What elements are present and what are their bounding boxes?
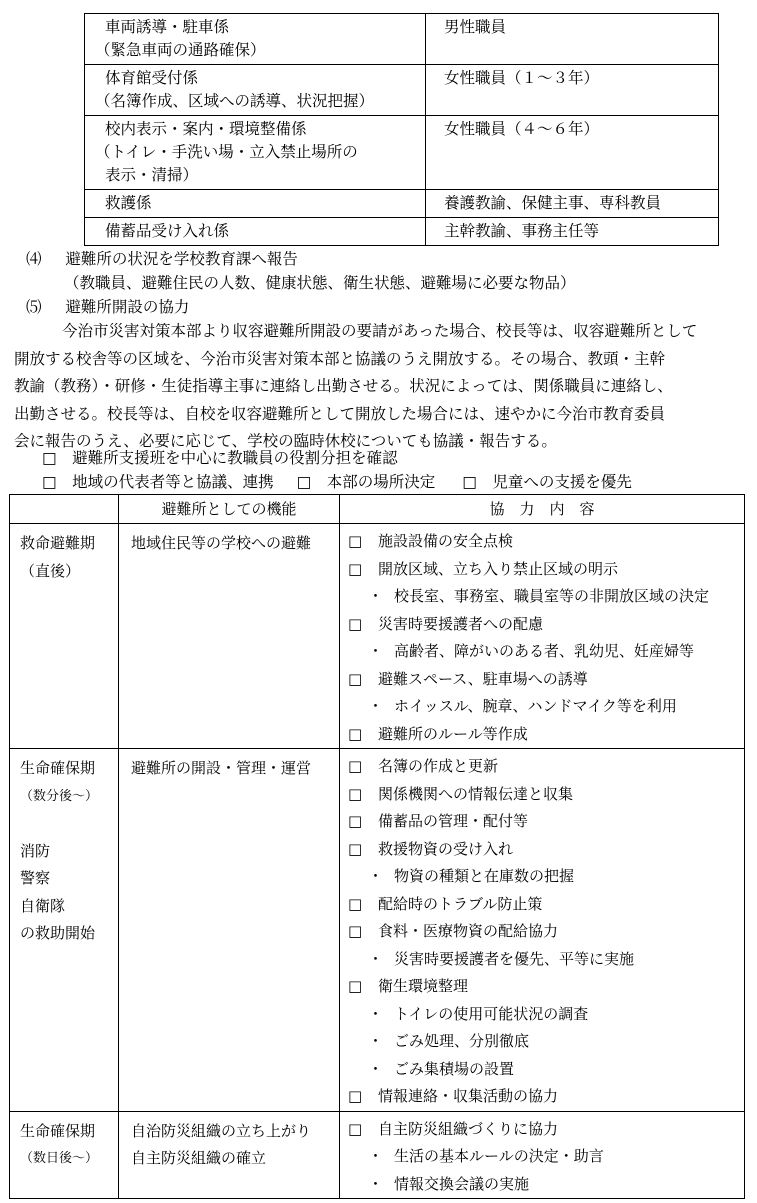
checkbox-icon: □ (348, 894, 363, 913)
role-text: 備蓄品受け入れ係 (105, 222, 230, 240)
sub-item (348, 946, 744, 974)
assignee-text: 養護教諭、保健主事、専科教員 (444, 194, 662, 212)
checklist-item (348, 556, 744, 584)
checkbox-icon: □ (348, 812, 363, 830)
function-cell (119, 1111, 340, 1199)
checklist-item (348, 836, 744, 864)
cooperation-cell (340, 749, 745, 1112)
role-text: 校内表示・案内・環境整備係 (105, 120, 307, 138)
function-text: 自主防災組織の確立 (131, 1149, 267, 1167)
checkbox-icon: □ (348, 532, 363, 550)
phase-text: の救助開始 (20, 924, 96, 942)
role-cell (85, 218, 426, 246)
role-text: （名簿作成、区域への誘導、状況把握） (95, 92, 375, 110)
item-text: ごみ集積場の設置 (394, 1059, 515, 1078)
roles-row (85, 218, 719, 246)
phase-cell (10, 524, 119, 749)
phase-cell (10, 749, 119, 1112)
item-text: ホイッスル、腕章、ハンドマイク等を利用 (394, 697, 677, 715)
item-text: 名簿の作成と更新 (378, 757, 499, 775)
sub-item (348, 1028, 744, 1056)
function-text: 地域住民等の学校への避難 (131, 534, 312, 552)
spacer (20, 810, 118, 838)
item-text: 開放区域、立ち入り禁止区域の明示 (378, 559, 619, 578)
checklist-item (348, 781, 744, 809)
section-5-number: ⑸ (26, 298, 42, 316)
phase-table (9, 494, 745, 1199)
item-text: 施設設備の安全点検 (378, 532, 514, 550)
sub-item (348, 1171, 744, 1199)
role-text: 体育館受付係 (105, 69, 199, 87)
checklist-item (348, 918, 744, 946)
section-4-detail: （教職員、避難住民の人数、健康状態、衛生状態、避難場に必要な物品） (64, 274, 576, 292)
roles-table (84, 13, 719, 246)
item-text: 救援物資の受け入れ (378, 839, 514, 858)
item-text: 自主防災組織づくりに協力 (378, 1119, 559, 1138)
roles-row (85, 116, 719, 190)
bullet-mark: ・ (368, 949, 384, 968)
assignee-cell (426, 116, 719, 190)
roles-row (85, 14, 719, 65)
section-5-title: 避難所開設の協力 (65, 298, 190, 316)
section-4-heading (26, 247, 298, 271)
role-cell (85, 190, 426, 218)
phase-text: 救命避難期 (20, 534, 96, 552)
phase-text: （直後） (20, 561, 81, 580)
assignee-cell (426, 14, 719, 65)
paragraph-line: 今治市災害対策本部より収容避難所開設の要請があった場合、校長等は、収容避難所として (62, 322, 698, 340)
sub-item (348, 693, 744, 721)
item-text: 避難所のルール等作成 (378, 724, 528, 743)
bullet-mark: ・ (368, 642, 384, 660)
item-text: 災害時要援護者を優先、平等に実施 (394, 949, 635, 968)
paragraph-line: 教諭（教務）・研修・生徒指導主事に連絡し出勤させる。状況によっては、関係職員に連絡し、 (14, 377, 673, 395)
sub-item (348, 583, 744, 611)
item-text: 生活の基本ルールの決定・助言 (394, 1147, 604, 1165)
item-text: 避難スペース、駐車場への誘導 (378, 669, 588, 688)
assignee-cell (426, 218, 719, 246)
cooperation-cell (340, 524, 745, 749)
header-cell (10, 495, 119, 524)
checklist-item (348, 528, 744, 556)
checklist-item (348, 721, 744, 749)
section-5-heading (26, 295, 189, 319)
roles-row (85, 190, 719, 218)
section-4-number: ⑷ (26, 250, 42, 268)
checkbox-icon: □ (348, 977, 363, 995)
function-text: 自治防災組織の立ち上がり (131, 1121, 312, 1140)
role-text: （緊急車両の通路確保） (95, 41, 266, 59)
item-text: 関係機関への情報伝達と収集 (378, 784, 574, 803)
cooperation-cell (340, 1111, 745, 1199)
item-text: 配給時のトラブル防止策 (378, 894, 543, 913)
item-text: 情報交換会議の実施 (394, 1174, 530, 1193)
role-text: 表示・清掃） (105, 166, 199, 184)
phase-text: 自衛隊 (20, 896, 66, 915)
assignee-cell (426, 65, 719, 116)
checklist-item (348, 1116, 744, 1144)
checkbox-icon: □ (348, 757, 363, 775)
checklist-item (348, 611, 744, 639)
header-cell: 協 力 内 容 (340, 495, 745, 524)
checklist-item: □ 地域の代表者等と協議、連携 (42, 473, 274, 491)
checklist-item (348, 973, 744, 1001)
checkbox-icon: □ (348, 922, 363, 940)
assignee-text: 女性職員（１～３年） (444, 69, 600, 87)
checklist-item: □ 避難所支援班を中心に教職員の役割分担を確認 (42, 449, 398, 467)
checkbox-icon: □ (348, 669, 363, 688)
checklist-item (348, 808, 744, 836)
phase-text: 消防 (20, 841, 51, 860)
checkbox-icon: □ (348, 724, 363, 743)
item-text: 食料・医療物資の配給協力 (378, 922, 559, 940)
function-cell (119, 524, 340, 749)
phase-text: （数日後～） (20, 1151, 99, 1166)
section-4-title: 避難所の状況を学校教育課へ報告 (65, 250, 298, 268)
bullet-mark: ・ (368, 1147, 384, 1165)
bullet-mark: ・ (368, 1032, 384, 1050)
item-text: 高齢者、障がいのある者、乳幼児、妊産婦等 (394, 642, 695, 660)
paragraph-line: 会に報告のうえ、必要に応じて、学校の臨時休校についても協議・報告する。 (14, 432, 557, 450)
bullet-mark: ・ (368, 867, 384, 885)
header-cell: 避難所としての機能 (119, 495, 340, 524)
role-cell (85, 65, 426, 116)
sub-item (348, 638, 744, 666)
phase-text: （数分後～） (20, 788, 99, 804)
paragraph-line: 開放する校舎等の区域を、今治市災害対策本部と協議のうえ開放する。その場合、教頭・主幹 (14, 349, 666, 368)
phase-text: 警察 (20, 869, 51, 887)
phase-text: 生命確保期 (20, 1121, 96, 1140)
phase-row (10, 1111, 745, 1199)
checklist-item (348, 753, 744, 781)
item-text: 備蓄品の管理・配付等 (378, 812, 529, 830)
paragraph-line: 出勤させる。校長等は、自校を収容避難所として開放した場合には、速やかに今治市教育委員 (14, 404, 666, 423)
checkbox-icon: □ (348, 614, 363, 633)
sub-item (348, 863, 744, 891)
section-5-paragraph (14, 318, 749, 456)
checkbox-icon: □ (348, 1119, 363, 1138)
checklist-item (348, 1083, 744, 1111)
item-text: 校長室、事務室、職員室等の非開放区域の決定 (394, 587, 710, 605)
checkbox-icon: □ (348, 1087, 363, 1105)
checklist-item: □ 児童への支援を優先 (462, 473, 632, 491)
checklist-item (348, 891, 744, 919)
item-text: 物資の種類と在庫数の把握 (394, 867, 575, 885)
sub-item (348, 1001, 744, 1029)
item-text: 情報連絡・収集活動の協力 (378, 1087, 559, 1105)
phase-text: 生命確保期 (20, 759, 96, 777)
checklist-item (348, 666, 744, 694)
phase-row (10, 524, 745, 749)
checkbox-icon: □ (348, 559, 363, 578)
checklist-row-1 (42, 446, 410, 470)
sub-item (348, 1143, 744, 1171)
bullet-mark: ・ (368, 1004, 384, 1023)
checkbox-icon: □ (348, 784, 363, 803)
bullet-mark: ・ (368, 697, 384, 715)
checkbox-icon: □ (348, 839, 363, 858)
assignee-text: 男性職員 (444, 18, 507, 36)
phase-cell (10, 1111, 119, 1199)
bullet-mark: ・ (368, 1059, 384, 1078)
role-cell (85, 116, 426, 190)
item-text: 災害時要援護者への配慮 (378, 614, 544, 633)
checklist-item: □ 本部の場所決定 (296, 473, 436, 491)
bullet-mark: ・ (368, 1174, 384, 1193)
bullet-mark: ・ (368, 587, 384, 605)
role-cell (85, 14, 426, 65)
item-text: 衛生環境整理 (378, 977, 469, 995)
checklist-row-2 (42, 470, 644, 494)
roles-row (85, 65, 719, 116)
phase-row (10, 749, 745, 1112)
item-text: トイレの使用可能状況の調査 (394, 1004, 589, 1023)
role-text: 車両誘導・駐車係 (105, 18, 230, 36)
assignee-text: 女性職員（４～６年） (444, 120, 600, 138)
function-text: 避難所の開設・管理・運営 (131, 759, 312, 777)
item-text: ごみ処理、分別徹底 (394, 1032, 530, 1050)
role-text: 救護係 (105, 194, 152, 212)
function-cell (119, 749, 340, 1112)
phase-table-header (10, 495, 745, 524)
assignee-cell (426, 190, 719, 218)
assignee-text: 主幹教諭、事務主任等 (444, 222, 600, 240)
role-text: （トイレ・手洗い場・立入禁止場所の (95, 143, 358, 161)
sub-item (348, 1056, 744, 1084)
